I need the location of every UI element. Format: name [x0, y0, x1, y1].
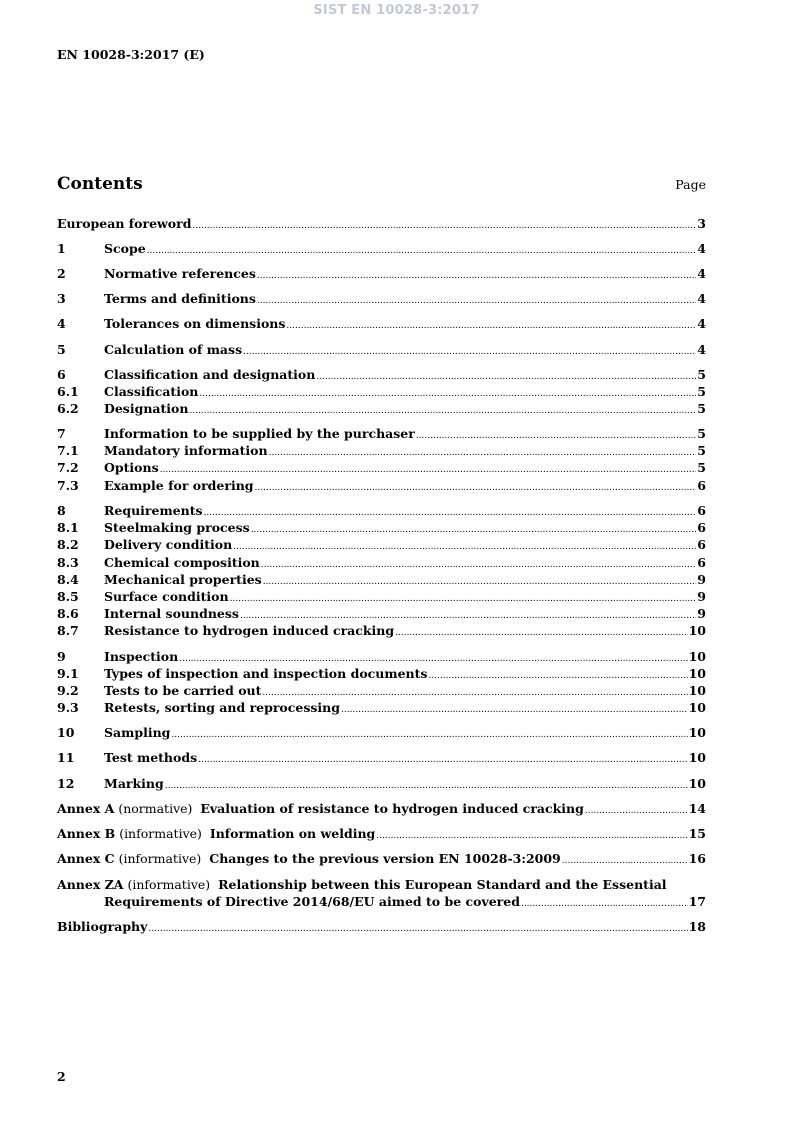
toc-entry[interactable]: [57, 589, 706, 604]
toc-entry-number: 8.5: [57, 589, 79, 604]
toc-entry[interactable]: [57, 725, 706, 740]
annex-title-continued: Requirements of Directive 2014/68/EU aimed to be covered: [104, 894, 520, 909]
toc-entry[interactable]: [57, 503, 706, 518]
toc-entry-number: 9.2: [57, 683, 79, 698]
toc-annex-za-continued[interactable]: [57, 894, 706, 909]
toc-entry-page: 5: [697, 367, 706, 382]
toc-leader: [240, 606, 696, 624]
toc-leader: [262, 683, 687, 701]
toc-entry-page: 5: [697, 443, 706, 458]
toc-entry-page: 6: [697, 520, 706, 535]
toc-entry[interactable]: [57, 683, 706, 698]
annex-label: Annex C: [57, 851, 115, 866]
toc-leader: [204, 503, 697, 521]
toc-entry[interactable]: [57, 316, 706, 331]
toc-leader: [148, 919, 687, 937]
toc-entry[interactable]: [57, 520, 706, 535]
toc-entry-number: 9.1: [57, 666, 79, 681]
toc-entry-title: Retests, sorting and reprocessing: [104, 700, 340, 715]
toc-entry-title: Types of inspection and inspection documents: [104, 666, 428, 681]
toc-entry-number: 7.1: [57, 443, 79, 458]
annex-label: Annex B: [57, 826, 116, 841]
toc-entry-title: Options: [104, 460, 159, 475]
annex-title: Relationship between this European Standard and the Essential: [218, 877, 667, 892]
annex-type: (normative): [118, 801, 193, 816]
toc-entry-title: Example for ordering: [104, 478, 254, 493]
toc-leader: [428, 666, 687, 684]
toc-entry-number: 11: [57, 750, 75, 765]
toc-leader: [165, 776, 688, 794]
toc-entry-page: 4: [697, 316, 706, 331]
toc-entry-page: 9: [697, 606, 706, 621]
toc-entry-number: 6.1: [57, 384, 79, 399]
annex-title: Evaluation of resistance to hydrogen induced cracking: [200, 801, 584, 816]
toc-entry-page: 17: [688, 894, 706, 909]
toc-entry-title: Test methods: [104, 750, 198, 765]
toc-entry-title: Calculation of mass: [104, 342, 243, 357]
toc-entry-foreword[interactable]: [57, 216, 706, 231]
toc-leader: [395, 623, 687, 641]
toc-entry[interactable]: [57, 606, 706, 621]
toc-entry-title: European foreword: [57, 216, 192, 231]
toc-leader: [251, 520, 697, 538]
toc-bibliography[interactable]: [57, 919, 706, 934]
toc-leader: [255, 478, 697, 496]
contents-heading: Contents: [57, 174, 143, 194]
toc-entry-title: Tolerances on dimensions: [104, 316, 286, 331]
annex-title: Changes to the previous version EN 10028-3:2009: [209, 851, 561, 866]
toc-entry[interactable]: [57, 649, 706, 664]
toc-entry[interactable]: [57, 384, 706, 399]
toc-entry-title: Marking: [104, 776, 164, 791]
annex-label: Annex A: [57, 801, 115, 816]
toc-entry[interactable]: [57, 555, 706, 570]
toc-leader: [199, 384, 696, 402]
toc-leader: [521, 894, 688, 912]
toc-leader: [171, 725, 687, 743]
toc-entry-title: Surface condition: [104, 589, 229, 604]
toc-entry-number: 4: [57, 316, 66, 331]
toc-leader: [269, 443, 697, 461]
toc-entry-page: 4: [697, 266, 706, 281]
toc-entry-title: Delivery condition: [104, 537, 233, 552]
toc-entry-page: 5: [697, 460, 706, 475]
toc-leader: [416, 426, 696, 444]
toc-entry-number: 8.7: [57, 623, 79, 638]
toc-entry-number: 9.3: [57, 700, 79, 715]
toc-entry-title: Bibliography: [57, 919, 148, 934]
toc-entry[interactable]: [57, 537, 706, 552]
toc-entry-page: 6: [697, 503, 706, 518]
toc-entry-page: 14: [688, 801, 706, 816]
toc-entry-number: 8.2: [57, 537, 79, 552]
toc-entry-page: 6: [697, 537, 706, 552]
toc-entry[interactable]: [57, 666, 706, 681]
toc-entry-title: Inspection: [104, 649, 179, 664]
toc-entry-number: 7.2: [57, 460, 79, 475]
toc-leader: [192, 216, 696, 234]
toc-annex-za[interactable]: [57, 877, 706, 892]
toc-entry-page: 4: [697, 291, 706, 306]
toc-entry-page: 5: [697, 384, 706, 399]
toc-entry-title: Internal soundness: [104, 606, 239, 621]
toc-entry-page: 10: [688, 725, 706, 740]
toc-entry-number: 7: [57, 426, 66, 441]
toc-entry-title: Information to be supplied by the purchaser: [104, 426, 415, 441]
toc-entry[interactable]: [57, 367, 706, 382]
toc-entry[interactable]: [57, 623, 706, 638]
toc-entry-title: Steelmaking process: [104, 520, 250, 535]
toc-leader: [562, 851, 688, 869]
toc-leader: [189, 401, 696, 419]
toc-annex-c[interactable]: [57, 851, 706, 866]
annex-title: Information on welding: [209, 826, 376, 841]
toc-entry-page: 10: [688, 666, 706, 681]
toc-entry-page: 15: [688, 826, 706, 841]
toc-leader: [585, 801, 688, 819]
toc-entry-title: Tests to be carried out: [104, 683, 262, 698]
toc-entry-number: 9: [57, 649, 66, 664]
toc-entry-title: Normative references: [104, 266, 256, 281]
document-id: EN 10028-3:2017 (E): [57, 47, 205, 62]
toc-entry-title: Requirements: [104, 503, 203, 518]
toc-entry-number: 2: [57, 266, 66, 281]
toc-entry-number: 5: [57, 342, 66, 357]
annex-type: (informative): [119, 826, 202, 841]
toc-entry-title: Mandatory information: [104, 443, 268, 458]
toc-entry[interactable]: [57, 700, 706, 715]
toc-entry[interactable]: [57, 241, 706, 256]
toc-annex-b[interactable]: [57, 826, 706, 841]
toc-entry-page: 5: [697, 426, 706, 441]
toc-entry-page: 3: [697, 216, 706, 231]
toc-entry[interactable]: [57, 401, 706, 416]
page-number: 2: [57, 1069, 66, 1084]
toc-leader: [198, 750, 687, 768]
toc-entry-page: 4: [697, 342, 706, 357]
toc-entry-page: 10: [688, 700, 706, 715]
toc-entry-number: 10: [57, 725, 75, 740]
toc-entry-page: 6: [697, 478, 706, 493]
toc-leader: [243, 342, 696, 360]
toc-entry-number: 6: [57, 367, 66, 382]
toc-entry-title: Sampling: [104, 725, 171, 740]
toc-entry-page: 10: [688, 683, 706, 698]
toc-entry-page: 16: [688, 851, 706, 866]
toc-entry[interactable]: [57, 426, 706, 441]
toc-leader: [233, 537, 696, 555]
toc-entry[interactable]: [57, 478, 706, 493]
page-column-label: Page: [675, 177, 706, 192]
toc-leader: [230, 589, 697, 607]
toc-entry-page: 6: [697, 555, 706, 570]
toc-entry[interactable]: [57, 750, 706, 765]
toc-entry-number: 12: [57, 776, 75, 791]
watermark: SIST EN 10028-3:2017: [313, 3, 480, 18]
toc-entry[interactable]: [57, 443, 706, 458]
toc-entry-number: 3: [57, 291, 66, 306]
toc-entry[interactable]: [57, 572, 706, 587]
toc-leader: [160, 460, 697, 478]
toc-entry[interactable]: [57, 291, 706, 306]
toc-entry-page: 4: [697, 241, 706, 256]
toc-entry-number: 7.3: [57, 478, 79, 493]
toc-entry-number: 8.1: [57, 520, 79, 535]
toc-entry[interactable]: [57, 776, 706, 791]
toc-leader: [261, 555, 697, 573]
toc-entry[interactable]: [57, 266, 706, 281]
toc-entry-page: 10: [688, 623, 706, 638]
toc-entry-number: 1: [57, 241, 66, 256]
toc-entry-title: Designation: [104, 401, 189, 416]
annex-type: (informative): [127, 877, 211, 892]
toc-entry-number: 8.4: [57, 572, 79, 587]
toc-entry-page: 10: [688, 776, 706, 791]
toc-leader: [257, 291, 696, 309]
toc-entry-page: 9: [697, 589, 706, 604]
toc-entry-title: Chemical composition: [104, 555, 260, 570]
toc-entry-number: 8.3: [57, 555, 79, 570]
toc-entry-page: 5: [697, 401, 706, 416]
toc-entry-title: Resistance to hydrogen induced cracking: [104, 623, 395, 638]
toc-entry-title: Mechanical properties: [104, 572, 262, 587]
toc-entry-page: 18: [688, 919, 706, 934]
toc-leader: [376, 826, 687, 844]
toc-entry-title: Classification: [104, 384, 199, 399]
toc-leader: [179, 649, 687, 667]
toc-entry-title: Scope: [104, 241, 146, 256]
toc-annex-a[interactable]: [57, 801, 706, 816]
annex-type: (informative): [118, 851, 202, 866]
toc-leader: [316, 367, 696, 385]
toc-entry-number: 8.6: [57, 606, 79, 621]
toc-entry-title: Classification and designation: [104, 367, 316, 382]
toc-entry[interactable]: [57, 342, 706, 357]
toc-entry-number: 6.2: [57, 401, 79, 416]
toc-entry-page: 9: [697, 572, 706, 587]
toc-entry-title: Terms and definitions: [104, 291, 256, 306]
toc-leader: [257, 266, 696, 284]
toc-leader: [147, 241, 697, 259]
annex-label: Annex ZA: [57, 877, 124, 892]
toc-entry-page: 10: [688, 750, 706, 765]
toc-leader: [341, 700, 688, 718]
toc-leader: [286, 316, 696, 334]
toc-leader: [263, 572, 697, 590]
toc-entry[interactable]: [57, 460, 706, 475]
toc-entry-page: 10: [688, 649, 706, 664]
toc-entry-number: 8: [57, 503, 66, 518]
